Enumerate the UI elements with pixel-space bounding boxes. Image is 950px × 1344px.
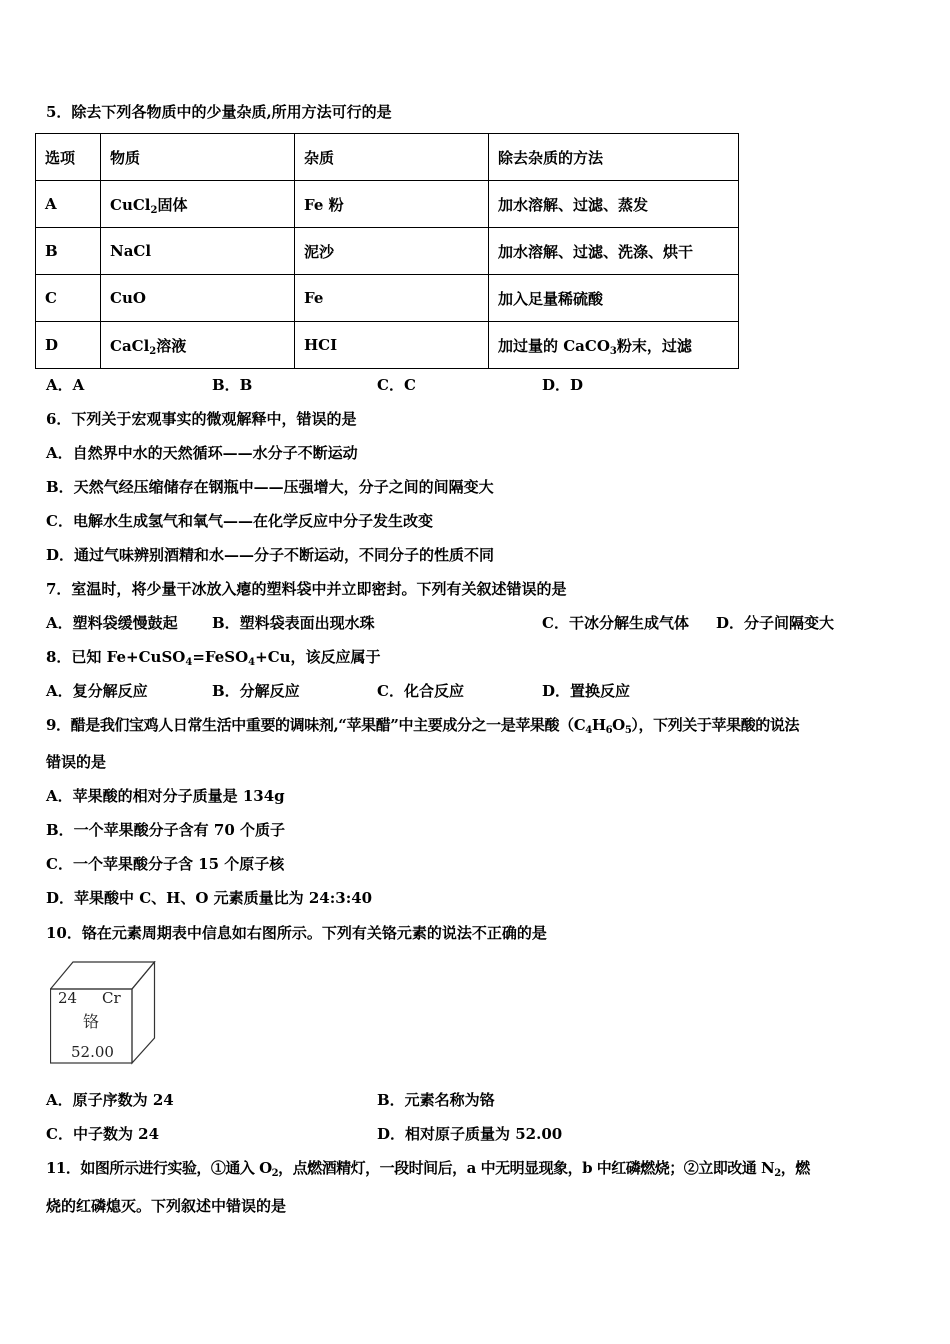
header-substance: 物质 [101, 134, 295, 181]
q6-option-b: B．天然气经压缩储存在钢瓶中——压强增大，分子之间的间隔变大 [46, 478, 494, 496]
q9-option-b: B．一个苹果酸分子含有 70 个质子 [46, 821, 285, 839]
header-impurity: 杂质 [295, 134, 489, 181]
row-impurity: HCI [295, 322, 489, 369]
q9-option-d: D．苹果酸中 C、H、O 元素质量比为 24:3:40 [46, 889, 373, 907]
row-option: D [36, 322, 101, 369]
q7-option-a: A．塑料袋缓慢鼓起 [46, 614, 178, 632]
element-name: 铬 [83, 1012, 100, 1031]
q6-option-c: C．电解水生成氢气和氧气——在化学反应中分子发生改变 [46, 512, 433, 530]
q8-option-a: A．复分解反应 [46, 682, 148, 700]
table-row [36, 275, 739, 322]
q8-option-b: B．分解反应 [212, 682, 300, 700]
q11-stem: 11．如图所示进行实验，①通入 $O_2$，点燃酒精灯，一段时间后，a 中无明显现象，b 中红磷燃烧；②立即改通 $N_2$，燃 [46, 1159, 810, 1179]
row-impurity: Fe [295, 275, 489, 322]
row-impurity: 泥沙 [295, 228, 489, 275]
q10-stem: 10．铬在元素周期表中信息如右图所示。下列有关铬元素的说法不正确的是 [46, 924, 547, 942]
element-mass: 52.00 [71, 1043, 114, 1061]
table-row [36, 181, 739, 228]
row-method: 加过量的 CaCO$_3$粉末，过滤 [489, 322, 739, 369]
q10-option-b: B．元素名称为铬 [377, 1091, 495, 1109]
q10-option-a: A．原子序数为 24 [46, 1091, 174, 1109]
q5-option-c: C．C [377, 376, 416, 394]
q8-option-c: C．化合反应 [377, 682, 464, 700]
table-row [36, 322, 739, 369]
q7-stem: 7．室温时，将少量干冰放入瘪的塑料袋中并立即密封。下列有关叙述错误的是 [46, 580, 567, 598]
q7-option-b: B．塑料袋表面出现水珠 [212, 614, 375, 632]
row-substance: CuCl$_2$固体 [101, 181, 295, 228]
q8-stem: 8．已知 Fe+CuSO$_4$=FeSO$_4$+Cu，该反应属于 [46, 648, 381, 668]
q5-table [35, 133, 739, 369]
element-symbol: Cr [102, 989, 121, 1007]
row-substance: CuO [101, 275, 295, 322]
q10-option-c: C．中子数为 24 [46, 1125, 160, 1143]
row-method: 加水溶解、过滤、洗涤、烘干 [489, 228, 739, 275]
row-method: 加入足量稀硫酸 [489, 275, 739, 322]
row-substance: CaCl$_2$溶液 [101, 322, 295, 369]
q5-stem: 5．除去下列各物质中的少量杂质,所用方法可行的是 [46, 103, 392, 121]
row-substance: NaCl [101, 228, 295, 275]
q11-stem-line2: 烧的红磷熄灭。下列叙述中错误的是 [46, 1197, 287, 1215]
q5-option-a: A．A [46, 376, 85, 394]
row-option: B [36, 228, 101, 275]
q9-stem-line2: 错误的是 [46, 753, 107, 771]
q6-stem: 6．下列关于宏观事实的微观解释中，错误的是 [46, 410, 357, 428]
q9-stem: 9．醋是我们宝鸡人日常生活中重要的调味剂,“苹果醋”中主要成分之一是苹果酸$(C_4H_6O_5)$，下列关于苹果酸的说法 [46, 716, 800, 736]
header-method: 除去杂质的方法 [489, 134, 739, 181]
row-option: A [36, 181, 101, 228]
element-number: 24 [58, 989, 78, 1007]
q6-option-a: A．自然界中水的天然循环——水分子不断运动 [46, 444, 358, 462]
q5-option-d: D．D [542, 376, 584, 394]
header-option: 选项 [36, 134, 101, 181]
table-row [36, 228, 739, 275]
q5-option-b: B．B [212, 376, 253, 394]
q8-option-d: D．置换反应 [542, 682, 631, 700]
q9-option-c: C．一个苹果酸分子含 15 个原子核 [46, 855, 285, 873]
row-impurity: Fe 粉 [295, 181, 489, 228]
q6-option-d: D．通过气味辨别酒精和水——分子不断运动，不同分子的性质不同 [46, 546, 495, 564]
table-header-row [36, 134, 739, 181]
row-method: 加水溶解、过滤、蒸发 [489, 181, 739, 228]
row-option: C [36, 275, 101, 322]
q9-option-a: A．苹果酸的相对分子质量是 134g [46, 787, 285, 805]
q7-option-d: D．分子间隔变大 [716, 614, 835, 632]
element-cell-chromium [50, 961, 156, 1065]
q10-option-d: D．相对原子质量为 52.00 [377, 1125, 563, 1143]
q7-option-c: C．干冰分解生成气体 [542, 614, 689, 632]
